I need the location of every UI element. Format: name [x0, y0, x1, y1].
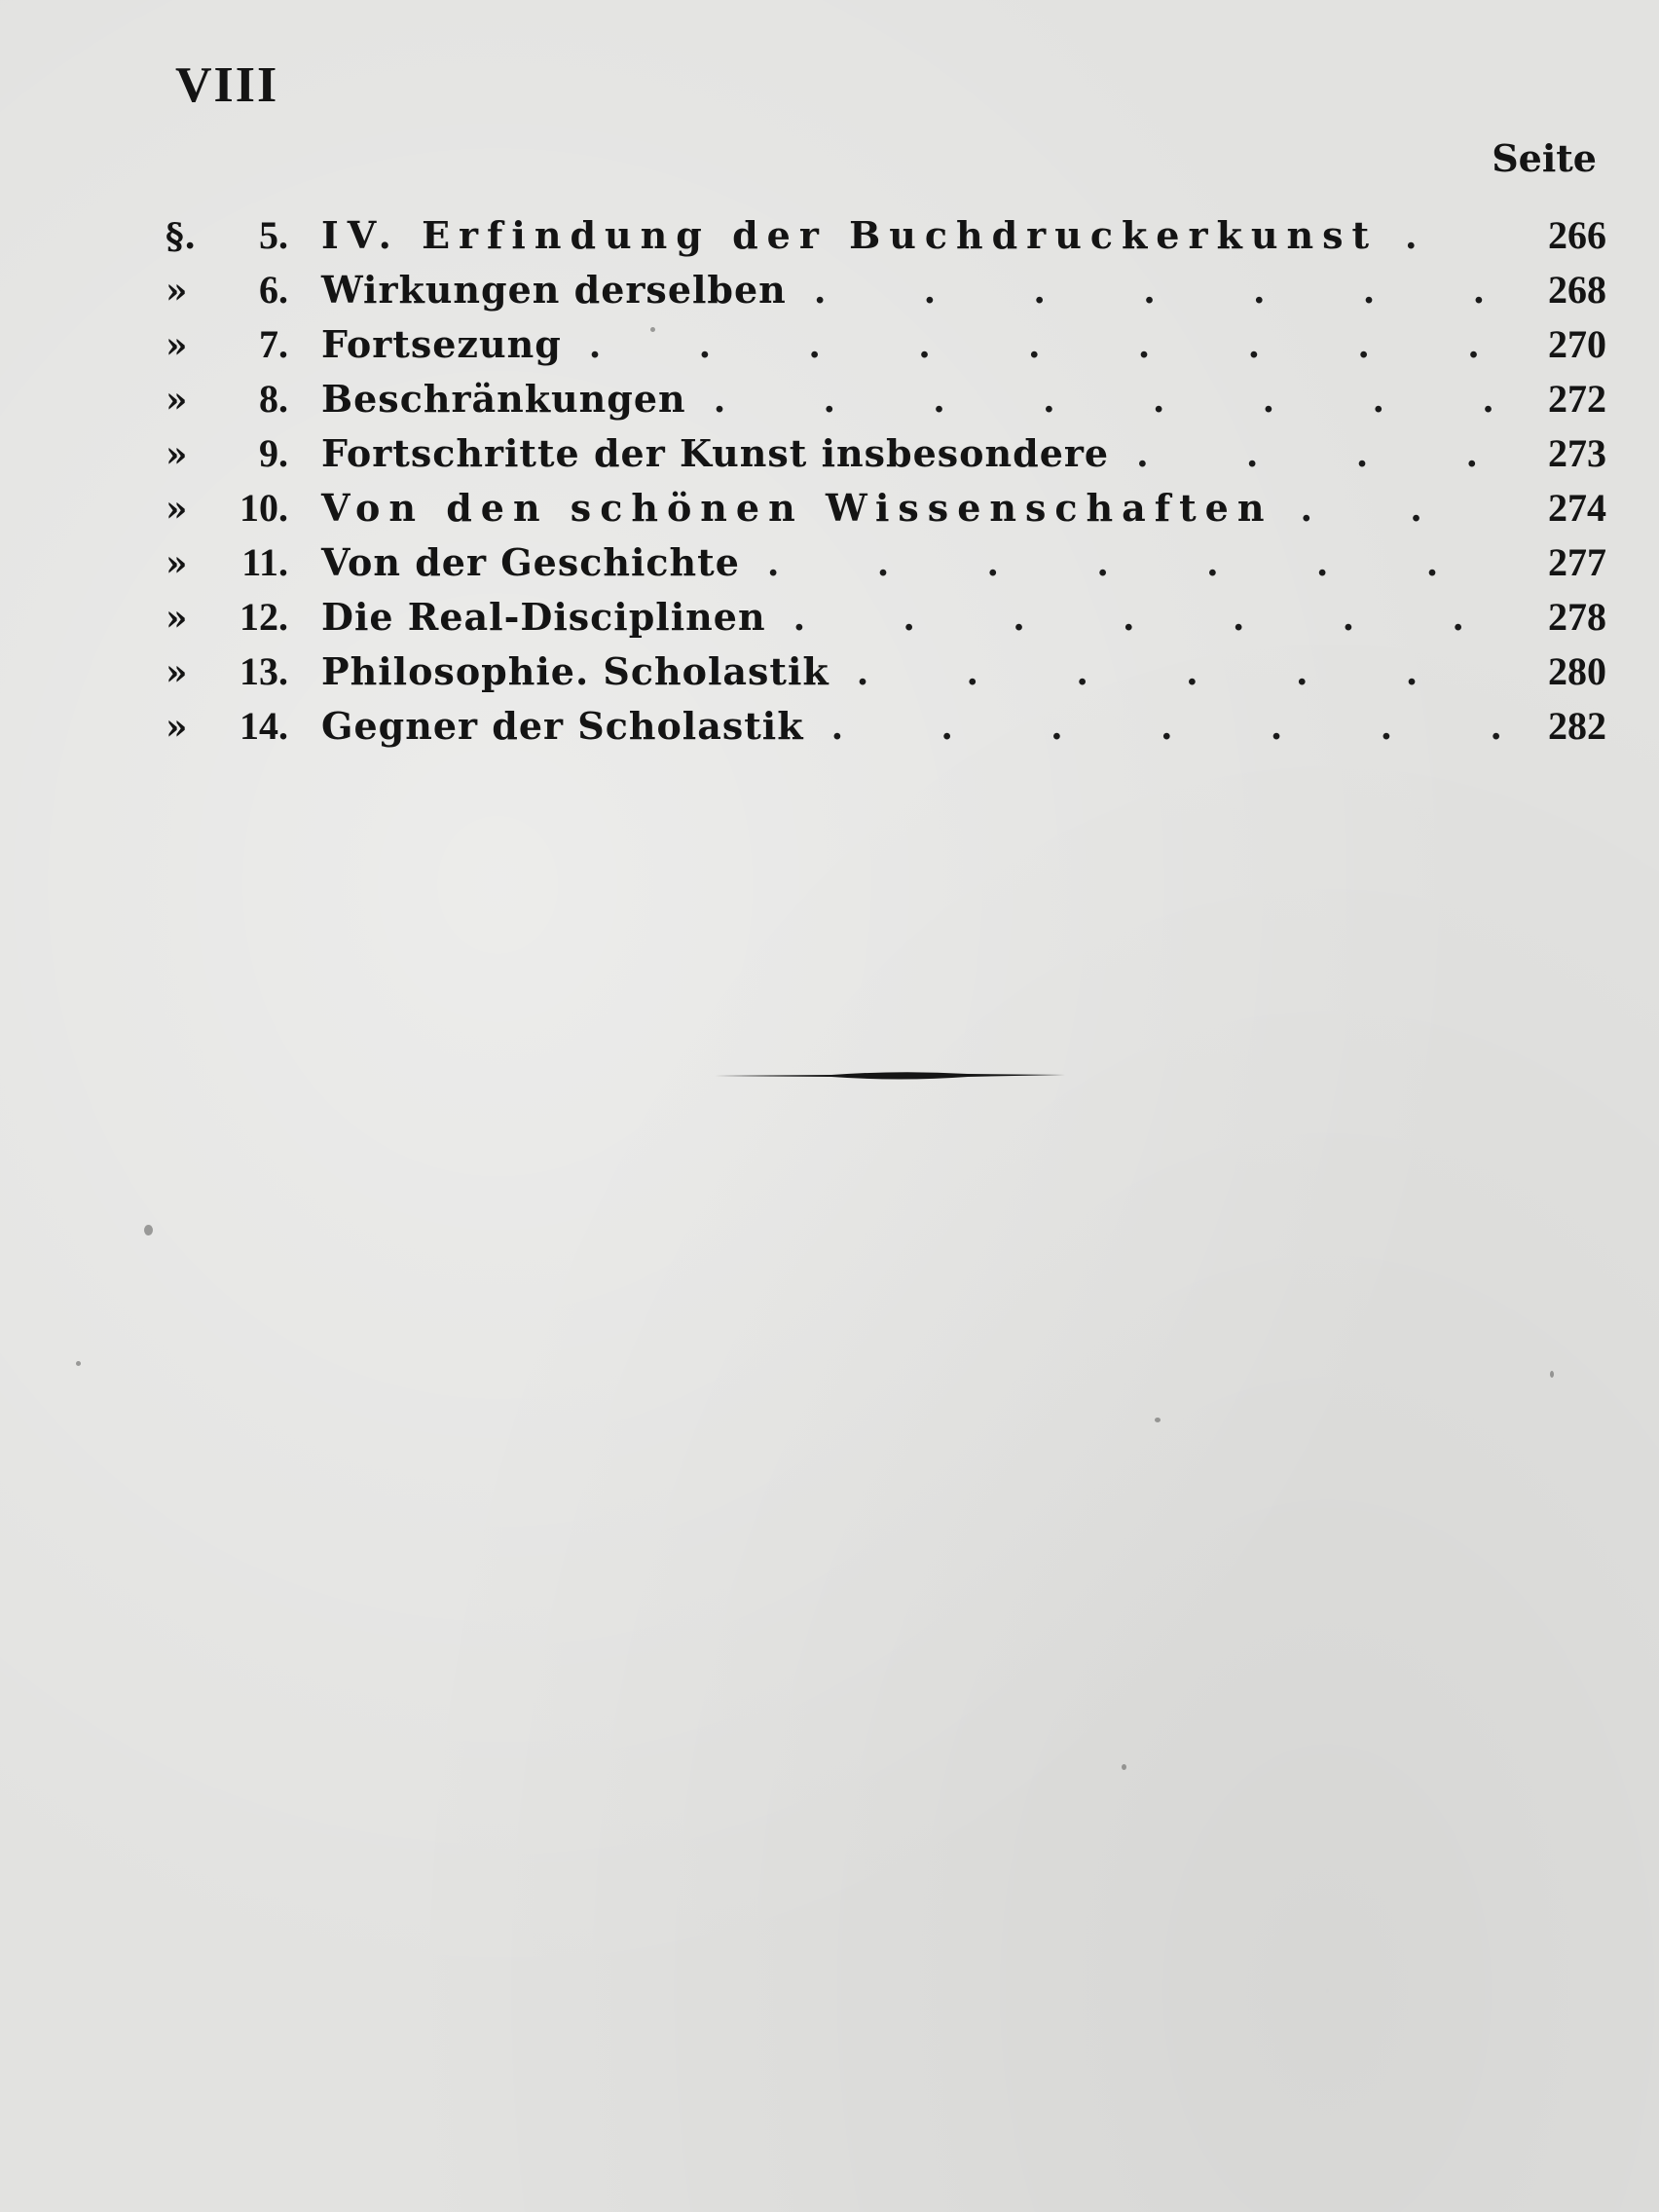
- toc-entry-page: 272: [1548, 377, 1606, 421]
- toc-entry: [166, 321, 1606, 376]
- toc-entry: [166, 376, 1606, 430]
- toc-entry-number: 8.: [259, 377, 288, 421]
- toc-entry-page: 273: [1548, 431, 1606, 475]
- toc-entry-page: 266: [1548, 213, 1606, 257]
- toc-entry-title: Philosophie. Scholastik: [321, 649, 830, 693]
- toc-entry-title: Von der Geschichte: [321, 540, 740, 584]
- toc-entry-title: Beschränkungen: [321, 377, 686, 421]
- ornamental-divider: [715, 1069, 1065, 1083]
- dot-leader: [857, 652, 1499, 693]
- toc-entry-number: 7.: [259, 322, 288, 366]
- toc-entry-prefix: »: [166, 598, 188, 639]
- toc-entry-prefix: »: [166, 271, 188, 312]
- toc-entry: [166, 648, 1606, 703]
- toc-entry-prefix: »: [166, 707, 188, 748]
- dot-leader: [767, 543, 1499, 584]
- toc-entry-page: 282: [1548, 704, 1606, 748]
- dot-leader: [793, 598, 1499, 639]
- toc-entry-prefix: »: [166, 543, 188, 584]
- toc-entry-page: 278: [1548, 595, 1606, 639]
- toc-entry-prefix: »: [166, 434, 188, 475]
- toc-entry: [166, 267, 1606, 321]
- toc-entry: [166, 594, 1606, 648]
- paper-speck: [1155, 1418, 1161, 1422]
- toc-entry-page: 280: [1548, 649, 1606, 693]
- dot-leader: [1405, 216, 1499, 257]
- toc-entry-number: 6.: [259, 268, 288, 312]
- toc-entry-page: 270: [1548, 322, 1606, 366]
- toc-entry-title: Von den schönen Wissenschaften: [321, 486, 1273, 530]
- toc-entry: [166, 703, 1606, 757]
- toc-entry-number: 13.: [240, 649, 288, 693]
- toc-entry-page: 274: [1548, 486, 1606, 530]
- page-number: VIII: [175, 57, 279, 113]
- table-of-contents: [166, 212, 1606, 757]
- toc-entry-title: Gegner der Scholastik: [321, 704, 804, 748]
- dot-leader: [814, 271, 1499, 312]
- toc-entry-prefix: »: [166, 652, 188, 693]
- toc-entry-title: IV. Erfindung der Buchdruckerkunst: [321, 213, 1379, 257]
- dot-leader: [714, 380, 1499, 421]
- dot-leader: [589, 325, 1499, 366]
- toc-entry-number: 11.: [241, 540, 288, 584]
- toc-entry-prefix: §.: [166, 216, 197, 257]
- toc-entry-title: Wirkungen derselben: [321, 268, 787, 312]
- dot-leader: [1301, 489, 1500, 530]
- toc-entry-number: 14.: [240, 704, 288, 748]
- dot-leader: [1136, 434, 1499, 475]
- toc-entry-number: 12.: [240, 595, 288, 639]
- toc-entry-number: 10.: [240, 486, 288, 530]
- toc-entry-number: 9.: [259, 431, 288, 475]
- toc-entry-page: 277: [1548, 540, 1606, 584]
- paper-speck: [76, 1361, 81, 1366]
- toc-entry-prefix: »: [166, 380, 188, 421]
- toc-entry-title: Fortsezung: [321, 322, 562, 366]
- toc-entry-prefix: »: [166, 489, 188, 530]
- paper-speck: [650, 327, 655, 332]
- toc-entry: [166, 430, 1606, 485]
- toc-entry: [166, 485, 1606, 539]
- toc-entry-prefix: »: [166, 325, 188, 366]
- toc-entry: [166, 212, 1606, 267]
- toc-entry-title: Die Real-Disciplinen: [321, 595, 766, 639]
- toc-entry-page: 268: [1548, 268, 1606, 312]
- page-column-label: Seite: [1492, 136, 1597, 180]
- paper-speck: [1550, 1371, 1554, 1378]
- toc-entry-title: Fortschritte der Kunst insbesondere: [321, 431, 1110, 475]
- paper-speck: [1122, 1764, 1126, 1770]
- toc-entry: [166, 539, 1606, 594]
- toc-entry-number: 5.: [259, 213, 288, 257]
- dot-leader: [831, 707, 1499, 748]
- paper-speck: [144, 1225, 153, 1235]
